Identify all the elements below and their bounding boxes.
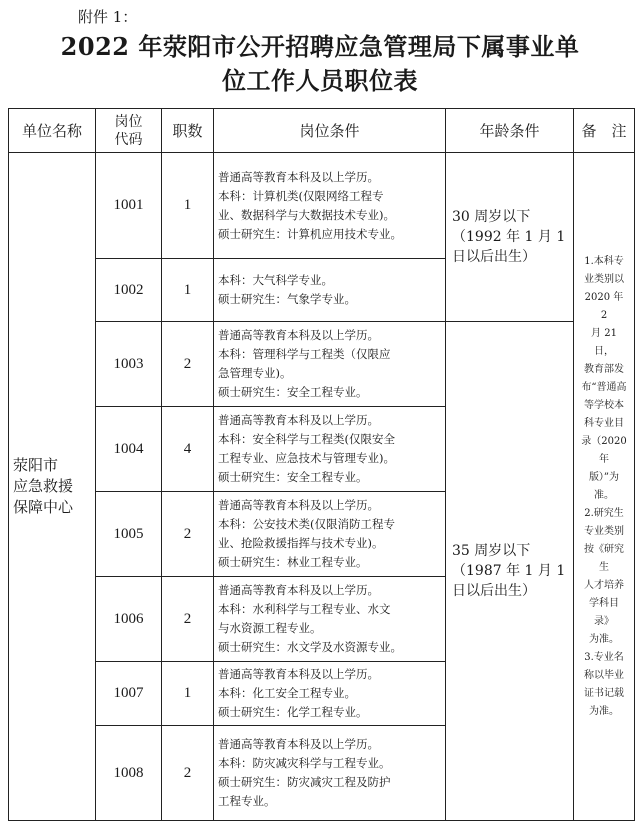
header-remarks: 备 注 [574,109,635,153]
position-code: 1008 [96,726,162,821]
table-header-row [9,109,635,153]
positions-table [8,108,635,821]
document-title-line-1: 2022 年荥阳市公开招聘应急管理局下属事业单 [60,32,580,61]
position-conditions: 普通高等教育本科及以上学历。 本科：公安技术类(仅限消防工程专 业、抢险救援指挥与技术专业)。 硕士研究生：林业工程专业。 [214,492,446,577]
position-conditions: 普通高等教育本科及以上学历。 本科：计算机类(仅限网络工程专 业、数据科学与大数据技术专业)。 硕士研究生：计算机应用技术专业。 [214,153,446,259]
position-count: 2 [162,577,214,662]
header-conditions: 岗位条件 [214,109,446,153]
position-code: 1006 [96,577,162,662]
unit-name-cell: 荥阳市 应急救援 保障中心 [9,153,96,821]
position-conditions: 普通高等教育本科及以上学历。 本科：管理科学与工程类（仅限应 急管理专业)。 硕士研究生：安全工程专业。 [214,322,446,407]
remarks-cell: 1.本科专 业类别以 2020 年 2 月 21 日， 教育部发 布“普通高 等学校本 科专业目 录（2020 年 版）”为准。 2.研究生 专业类别 按《研究生 人才培养 学科目录》 为准。 3.专业名 称以毕业 证书记载 为准。 [574,153,635,821]
position-count: 1 [162,662,214,726]
position-count: 2 [162,492,214,577]
header-count: 职数 [162,109,214,153]
position-code: 1003 [96,322,162,407]
position-conditions: 普通高等教育本科及以上学历。 本科：化工安全工程专业。 硕士研究生：化学工程专业。 [214,662,446,726]
position-code: 1001 [96,153,162,259]
position-count: 1 [162,153,214,259]
position-count: 4 [162,407,214,492]
document-title-line-2: 位工作人员职位表 [222,66,418,95]
position-conditions: 本科：大气科学专业。 硕士研究生：气象学专业。 [214,259,446,322]
position-count: 2 [162,726,214,821]
header-age: 年龄条件 [446,109,574,153]
attachment-label: 附件 1： [78,8,138,26]
position-conditions: 普通高等教育本科及以上学历。 本科：水利科学与工程专业、水文 与水资源工程专业。 硕士研究生：水文学及水资源专业。 [214,577,446,662]
header-unit: 单位名称 [9,109,96,153]
position-conditions: 普通高等教育本科及以上学历。 本科：防灾减灾科学与工程专业。 硕士研究生：防灾减灾工程及防护 工程专业。 [214,726,446,821]
age-condition-cell: 30 周岁以下 （1992 年 1 月 1 日以后出生） [446,153,574,322]
header-code: 岗位 代码 [96,109,162,153]
position-count: 2 [162,322,214,407]
position-code: 1005 [96,492,162,577]
position-conditions: 普通高等教育本科及以上学历。 本科：安全科学与工程类(仅限安全 工程专业、应急技术与管理专业)。 硕士研究生：安全工程专业。 [214,407,446,492]
table-row [9,322,635,407]
age-condition-cell: 35 周岁以下 （1987 年 1 月 1 日以后出生） [446,322,574,821]
position-code: 1002 [96,259,162,322]
table-row [9,153,635,259]
position-code: 1004 [96,407,162,492]
position-code: 1007 [96,662,162,726]
position-count: 1 [162,259,214,322]
